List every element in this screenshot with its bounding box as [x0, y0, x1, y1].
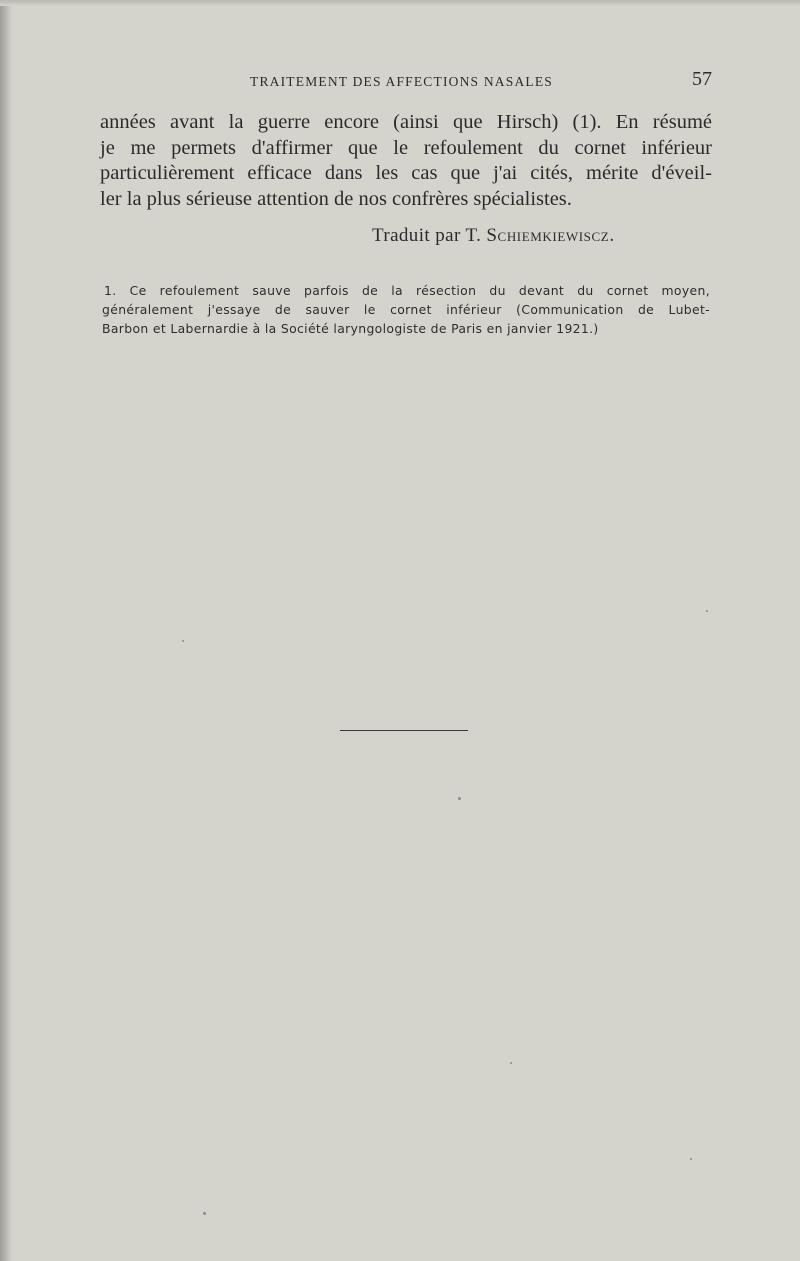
- running-title: TRAITEMENT DES AFFECTIONS NASALES: [250, 74, 553, 89]
- footnote-line: 1. Ce refoulement sauve parfois de la résection du devant du cornet moyen,: [104, 283, 710, 298]
- paper-speck: [203, 1212, 206, 1215]
- page-number: 57: [692, 68, 712, 90]
- body-line: particulièrement efficace dans les cas que j'ai cités, mérite d'éveil-: [100, 162, 712, 184]
- section-end-rule: [340, 730, 468, 731]
- body-line: je me permets d'affirmer que le refoulement du cornet inférieur: [100, 136, 712, 159]
- paper-speck: [690, 1158, 692, 1160]
- paper-speck: [182, 640, 184, 642]
- paper-speck: [458, 797, 461, 800]
- page-top-shadow: [0, 0, 800, 6]
- signature-prefix: Traduit par T.: [372, 225, 487, 246]
- body-line: années avant la guerre encore (ainsi que Hirsch) (1). En résumé: [100, 111, 712, 133]
- footnote-line: Barbon et Labernardie à la Société laryngologiste de Paris en janvier 1921.): [102, 321, 599, 337]
- paper-speck: [706, 610, 708, 612]
- footnote: [102, 281, 710, 339]
- page-binding-shadow: [0, 0, 12, 1261]
- body-paragraph: [100, 110, 712, 212]
- translator-signature: [372, 225, 615, 247]
- translator-name: Schiemkiewiscz.: [486, 225, 615, 246]
- footnote-line: généralement j'essaye de sauver le cornet inférieur (Communication de Lubet-: [102, 302, 710, 318]
- body-line: ler la plus sérieuse attention de nos confrères spécialistes.: [100, 187, 572, 210]
- running-head: [100, 68, 712, 92]
- paper-speck: [510, 1062, 512, 1064]
